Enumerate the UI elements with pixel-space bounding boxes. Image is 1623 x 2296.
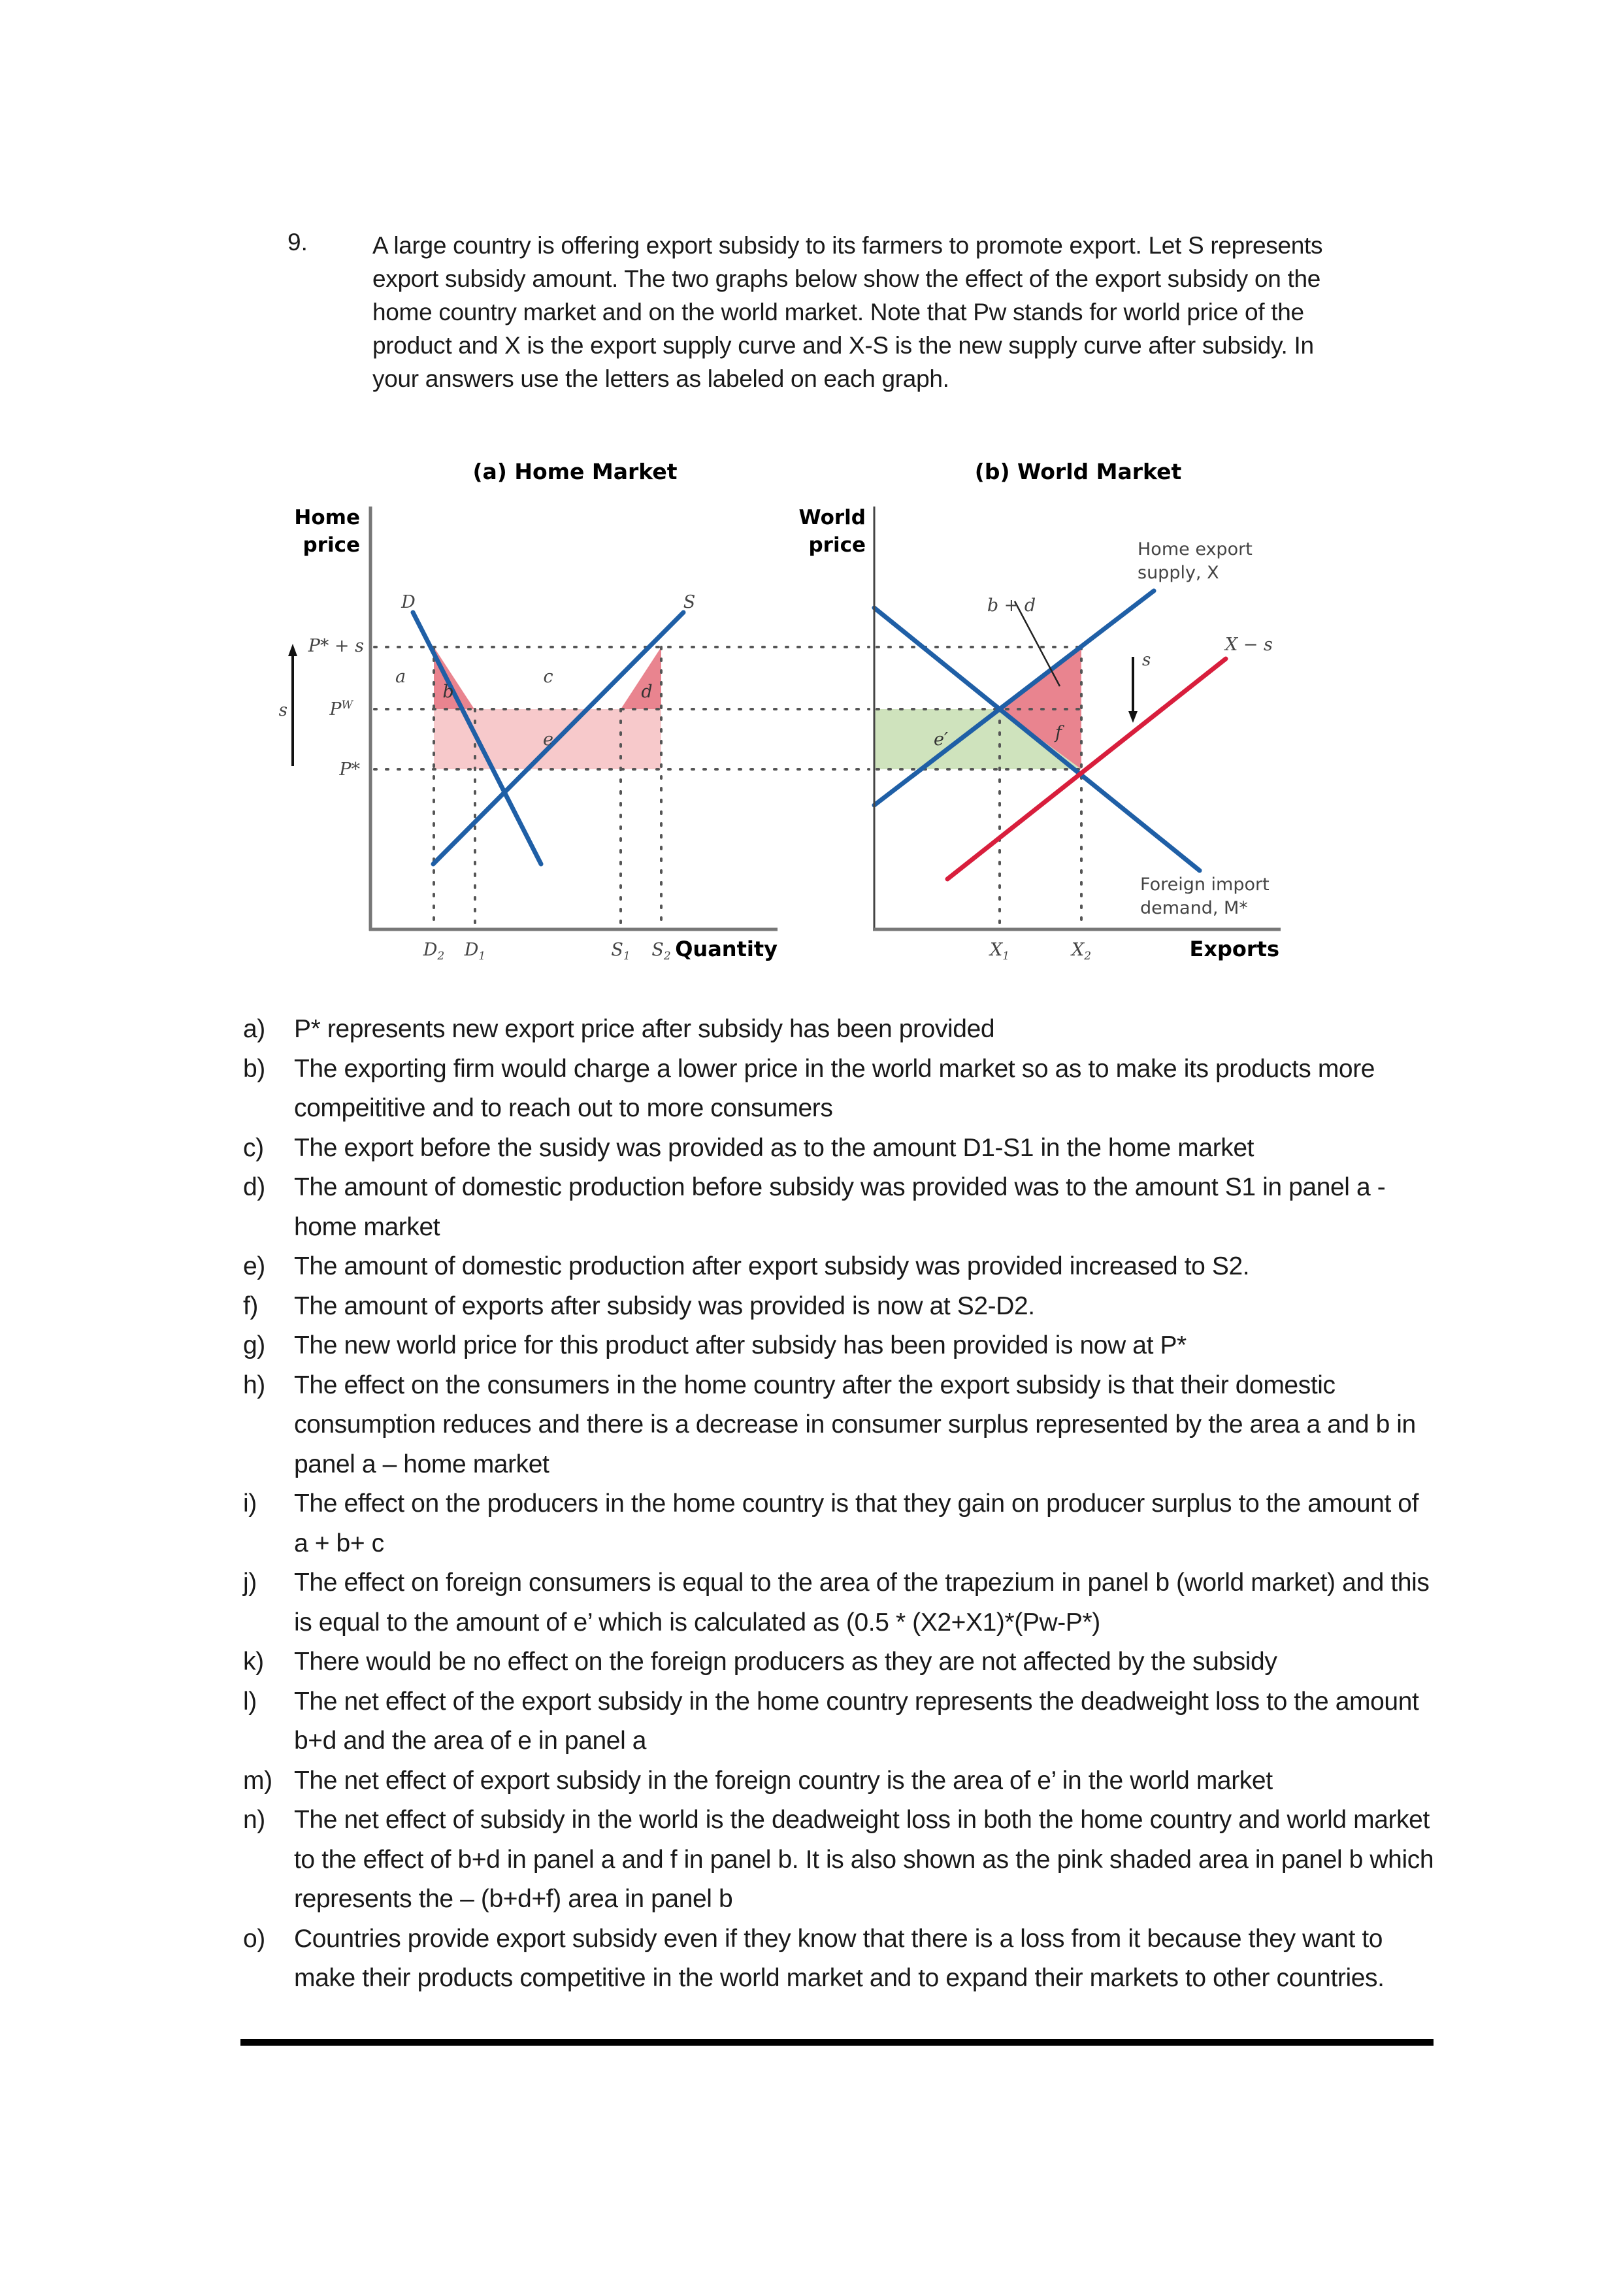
answer-letter: n) [243, 1806, 265, 1834]
tick-s1: $S_1$ [611, 940, 631, 963]
tick-x1: $X_1$ [989, 940, 1010, 963]
world-ylabel-1: World [798, 506, 866, 529]
home-export-supply-curve [874, 591, 1154, 805]
subsidy-label: s [278, 701, 287, 720]
answer-text: The effect on the producers in the home country is that they gain on producer surplus to the amount of a + b+ c [294, 1489, 1419, 1557]
answer-letter: g) [243, 1331, 265, 1359]
answer-letter: l) [243, 1687, 257, 1716]
answer-list [243, 1010, 1439, 1999]
answer-item [243, 1801, 1439, 1920]
answer-text: The new world price for this product after subsidy has been provided is now at P* [294, 1331, 1187, 1359]
answer-item [243, 1761, 1439, 1801]
answer-item [243, 1247, 1439, 1287]
answer-item [243, 1682, 1439, 1761]
world-market-panel [799, 459, 1281, 963]
label-p-star-plus-s: P* + s [308, 636, 364, 656]
label-area-c: c [543, 667, 553, 687]
label-p-star: P* [339, 759, 360, 780]
answer-text: The net effect of subsidy in the world is the deadweight loss in both the home country and world market to the effect of b+d in panel a and f in panel b. It is also shown as the pink shaded area in panel b which represents the – (b+d+f) area in panel b [294, 1806, 1434, 1913]
tick-s2: $S_2$ [651, 940, 671, 963]
answer-item [243, 1366, 1439, 1485]
label-area-e: e [543, 729, 553, 750]
answer-text: The exporting firm would charge a lower price in the world market so as to make its products more compeititive and to reach out to more consumers [294, 1054, 1375, 1122]
answer-letter: b) [243, 1054, 265, 1083]
tick-x2: $X_2$ [1071, 940, 1092, 963]
label-demand-1: Foreign import [1140, 874, 1270, 895]
answer-text: There would be no effect on the foreign producers as they are not affected by the subsidy [294, 1648, 1277, 1676]
label-x-minus-s: X − s [1225, 635, 1273, 655]
answer-text: The amount of domestic production before subsidy was provided was to the amount S1 in panel a -home market [294, 1173, 1386, 1241]
question-number: 9. [287, 229, 308, 256]
home-xlabel: Quantity [675, 937, 778, 961]
home-ylabel-2: price [303, 533, 360, 557]
answer-item [243, 1326, 1439, 1366]
answer-letter: k) [243, 1648, 264, 1676]
world-market-title: (b) World Market [974, 459, 1182, 484]
question-text: A large country is offering export subsidy to its farmers to promote export. Let S represents export subsidy amount. The two graphs below show the effect of the export subsidy on the home country market and on the world market. Note that Pw stands for world price of the product and X is the export supply curve and X-S is the new supply curve after subsidy. In your answers use the letters as labeled on each graph. [372, 232, 1323, 392]
arrow-head-icon [288, 644, 297, 656]
label-area-d: d [641, 682, 653, 702]
answer-letter: a) [243, 1015, 265, 1043]
answer-item [243, 1920, 1439, 1999]
answer-text: The net effect of export subsidy in the foreign country is the area of e’ in the world market [294, 1766, 1273, 1795]
answer-item [243, 1287, 1439, 1327]
home-ylabel-1: Home [294, 506, 360, 529]
world-ylabel-2: price [808, 533, 866, 557]
answer-item [243, 1010, 1439, 1050]
answer-item [243, 1642, 1439, 1682]
home-market-title: (a) Home Market [472, 459, 678, 484]
export-subsidy-figure [0, 0, 1623, 993]
label-area-f: f [1055, 723, 1062, 743]
answer-text: Countries provide export subsidy even if they know that there is a loss from it because they want to make their products competitive in the world market and to expand their markets to other countries. [294, 1924, 1385, 1992]
label-pw: $P^W$ [329, 699, 353, 720]
label-area-b: b [442, 682, 454, 702]
answer-item [243, 1129, 1439, 1169]
answer-letter: j) [243, 1569, 257, 1597]
answer-item [243, 1563, 1439, 1642]
world-subsidy-label: s [1142, 650, 1151, 670]
arrow-down-icon [1128, 711, 1138, 723]
label-supply-2: supply, X [1138, 563, 1219, 583]
answer-text: The net effect of the export subsidy in the home country represents the deadweight loss to the amount b+d and the area of e in panel a [294, 1687, 1419, 1755]
answer-text: The amount of domestic production after export subsidy was provided increased to S2. [294, 1252, 1250, 1280]
tick-d1: $D_1$ [464, 940, 486, 963]
answer-text: The amount of exports after subsidy was provided is now at S2-D2. [294, 1291, 1035, 1320]
answer-item [243, 1168, 1439, 1247]
label-supply-1: Home export [1138, 539, 1253, 559]
answer-item [243, 1484, 1439, 1563]
label-demand-2: demand, M* [1140, 898, 1248, 918]
answer-letter: d) [243, 1173, 265, 1201]
answer-text: P* represents new export price after subsidy has been provided [294, 1015, 995, 1043]
answer-text: The effect on the consumers in the home country after the export subsidy is that their domestic consumption reduces and there is a decrease in consumer surplus represented by the area a and b in panel a – home market [294, 1371, 1416, 1478]
answer-text: The export before the susidy was provided as to the amount D1-S1 in the home market [294, 1133, 1254, 1162]
label-area-e-prime: e′ [933, 729, 949, 750]
answer-letter: h) [243, 1371, 265, 1399]
area-b [434, 647, 474, 709]
answer-letter: o) [243, 1924, 265, 1953]
world-xlabel: Exports [1189, 937, 1279, 961]
tick-d2: $D_2$ [423, 940, 445, 963]
label-d: D [401, 592, 416, 612]
answer-letter: f) [243, 1291, 259, 1320]
answer-letter: m) [243, 1766, 272, 1795]
answer-item [243, 1050, 1439, 1129]
answer-letter: i) [243, 1489, 257, 1518]
home-market-panel [279, 459, 869, 963]
answer-letter: c) [243, 1133, 264, 1162]
label-area-a: a [395, 667, 406, 687]
label-s: S [683, 592, 696, 612]
label-b-plus-d: b + d [987, 595, 1036, 616]
answer-letter: e) [243, 1252, 265, 1280]
answer-text: The effect on foreign consumers is equal to the area of the trapezium in panel b (world market) and this is equal to the amount of e’ which is calculated as (0.5 * (X2+X1)*(Pw-P*) [294, 1569, 1430, 1637]
section-divider [240, 2039, 1434, 2046]
